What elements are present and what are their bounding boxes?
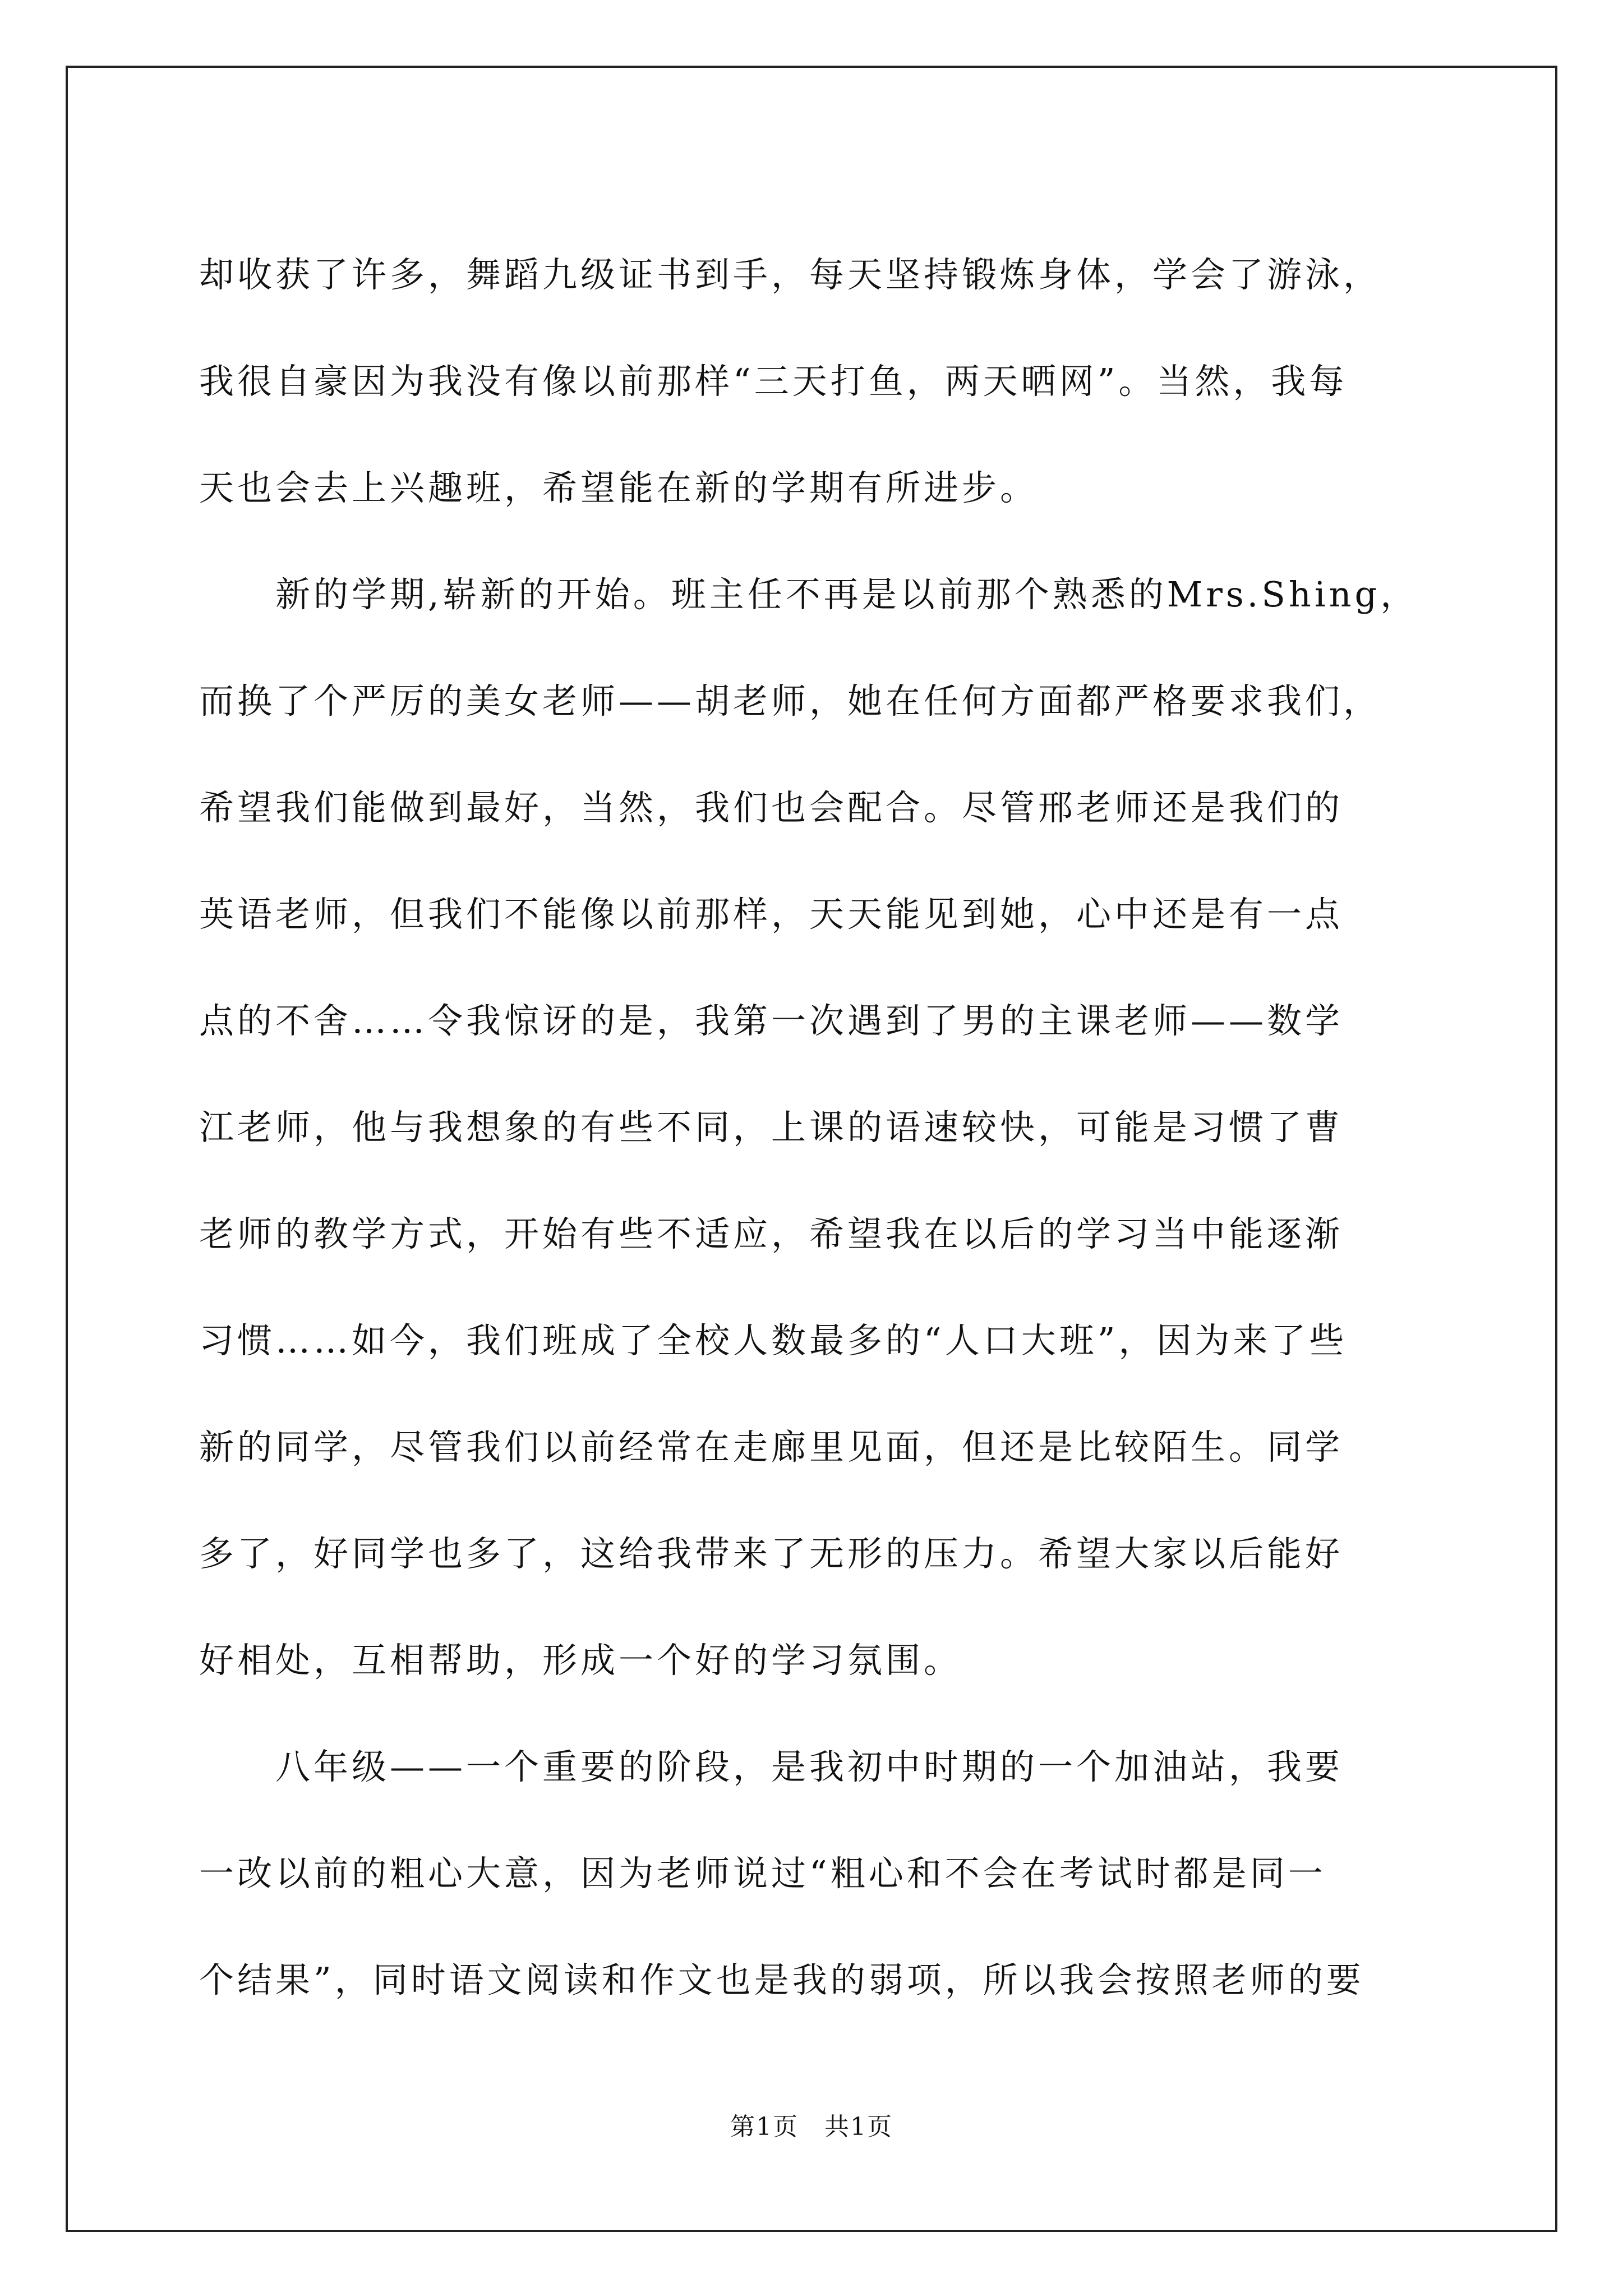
text-line: 个结果”，同时语文阅读和作文也是我的弱项，所以我会按照老师的要 (199, 1959, 1364, 2000)
text-line: 多了，好同学也多了，这给我带来了无形的压力。希望大家以后能好 (199, 1533, 1344, 1574)
page-number-footer: 第1页 共1页 (730, 2113, 893, 2141)
text-line: 习惯……如今，我们班成了全校人数最多的“人口大班”，因为来了些 (199, 1320, 1348, 1361)
text-line: 我很自豪因为我没有像以前那样“三天打鱼，两天晒网”。当然，我每 (199, 361, 1348, 402)
text-line: 新的学期,崭新的开始。班主任不再是以前那个熟悉的Mrs.Shing， (199, 574, 1419, 615)
text-line: 老师的教学方式，开始有些不适应，希望我在以后的学习当中能逐渐 (199, 1213, 1344, 1254)
text-line: 希望我们能做到最好，当然，我们也会配合。尽管邢老师还是我们的 (199, 787, 1344, 828)
text-line: 天也会去上兴趣班，希望能在新的学期有所进步。 (199, 467, 1039, 508)
text-line: 英语老师，但我们不能像以前那样，天天能见到她，心中还是有一点 (199, 894, 1344, 935)
text-line: 江老师，他与我想象的有些不同，上课的语速较快，可能是习惯了曹 (199, 1107, 1344, 1148)
text-line: 八年级——一个重要的阶段，是我初中时期的一个加油站，我要 (199, 1746, 1344, 1787)
text-line: 而换了个严厉的美女老师——胡老师，她在任何方面都严格要求我们， (199, 680, 1382, 721)
text-line: 新的同学，尽管我们以前经常在走廊里见面，但还是比较陌生。同学 (199, 1427, 1344, 1467)
text-line: 一改以前的粗心大意，因为老师说过“粗心和不会在考试时都是同一 (199, 1853, 1326, 1894)
text-line: 好相处，互相帮助，形成一个好的学习氛围。 (199, 1640, 962, 1681)
text-line: 却收获了许多，舞蹈九级证书到手，每天坚持锻炼身体，学会了游泳， (199, 254, 1382, 295)
document-body (199, 222, 1433, 2033)
text-line: 点的不舍……令我惊讶的是，我第一次遇到了男的主课老师——数学 (199, 1000, 1344, 1041)
